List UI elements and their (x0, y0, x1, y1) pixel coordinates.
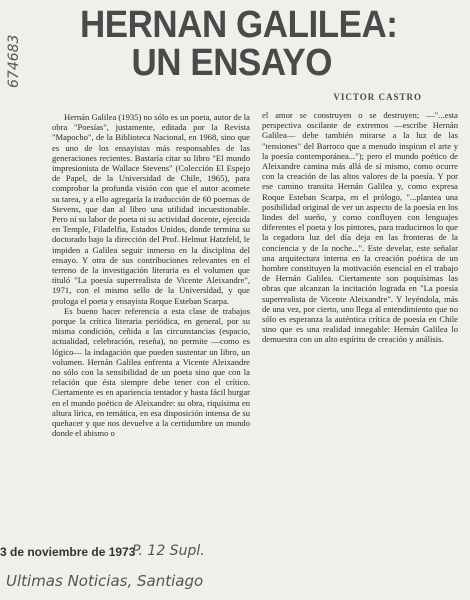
article-title (80, 6, 411, 82)
handwritten-page-note: P. 12 Supl. (132, 543, 205, 559)
text-column-1 (52, 112, 250, 439)
paragraph: el amor se construyen o se destruyen; —"...esta perspectiva oscilante de extremos —escribe Hernán Galilea— debe también mirarse a la luz de las "tensiones" del Barroco que a menudo inspiran el arte y la poesía contemporánea..."); pero el mundo poético de Aleixandre camina más allá de sí mismo, como ocurre con la creación de las altos valores de la poesía. Y por ese camino transita Hernán Galilea y, como expresa Roque Esteban Scarpa, en el prólogo, "...plantea una posibilidad original de ver un aspecto de la poesía en los lindes del sueño, y como confluyen con lenguajes diferentes el poeta y los pintores, para traducirnos lo que la cegadora luz del día deja en las fronteras de la conciencia y de la noche...". Este develar, este señalar una arquitectura interna en la creación poética de un hombre constituyen la motivación esencial en el trabajo de Hernán Galilea. Ciertamente son poquísimas las obras que alcanzan la incitación lograda en "La poesía superrealista de Vicente Aleixandre". Y leyéndola, más de una vez, por cierto, uno llega al entendimiento que no sólo es esperanza la auténtica crítica de poesía en Chile sino que es una realidad innegable: Hernán Galilea lo demuestra con un alto espíritu de creación y análisis. (262, 110, 458, 345)
handwritten-source-note: Ultimas Noticias, Santiago (6, 572, 204, 590)
paragraph: Es bueno hacer referencia a esta clase de trabajos porque la crítica literaria periódica, en general, por su misma condición, ceñida a las circunstancias (espacio, actualidad, celebración, reseña), no permite —como es lógico— la indagación que pueden sustentar un libro, un volumen. Hernán Galilea enfrenta a Vicente Aleixandre no sólo con la sensibilidad de un poeta sino que con la relación que ésta siempre debe tener con el crítico. Ciertamente es en apariencia tentador y hasta fácil hurgar en el mundo poético de Aleixandre: su obra, riquísima en altura lírica, en temática, en esa disposición intensa de su quehacer y que nos devuelve a la certidumbre un mundo donde el abismo o (52, 305, 250, 439)
publication-date: 3 de noviembre de 1973 (0, 545, 136, 559)
text-column-2 (262, 110, 458, 345)
paragraph: Hernán Galilea (1935) no sólo es un poeta, autor de la obra "Poesías", justamente, editada por la Revista "Mapocho", de la Biblioteca Nacional, en 1968, sino que es uno de los ensayistas más responsables de las generaciones recientes. Bastaría citar su libro "El mundo impresionista de Wallace Stevens" (Colección El Espejo de Papel, de la Universidad de Chile, 1965), para comprobar la profunda visión con que el autor acomete su tarea, y a ello agregaría la traducción de 60 poemas de Stevens, que dan al libro una utilidad incuestionable. Pero ni su labor de poeta ni su actividad docente, ejercida en Temple, Filadelfia, Estados Unidos, donde termina su doctorado bajo la dirección del Prof. Helmut Hatzfeld, le impiden a Galilea seguir inmerso en la disciplina del ensayo. Y otra de sus contribuciones relevantes en el terreno de la investigación literaria es el volumen que tituló "La poesía superrealista de Vicente Aleixandre", 1971, con el mismo sello de la Universidad, y que prologa el poeta y ensayista Roque Esteban Scarpa. (52, 112, 250, 306)
title-line-2: UN ENSAYO (131, 42, 333, 84)
author-byline: VICTOR CASTRO (333, 92, 422, 102)
title-line-1: HERNAN GALILEA: (80, 4, 398, 46)
archive-stamp: 674683 (6, 34, 22, 88)
